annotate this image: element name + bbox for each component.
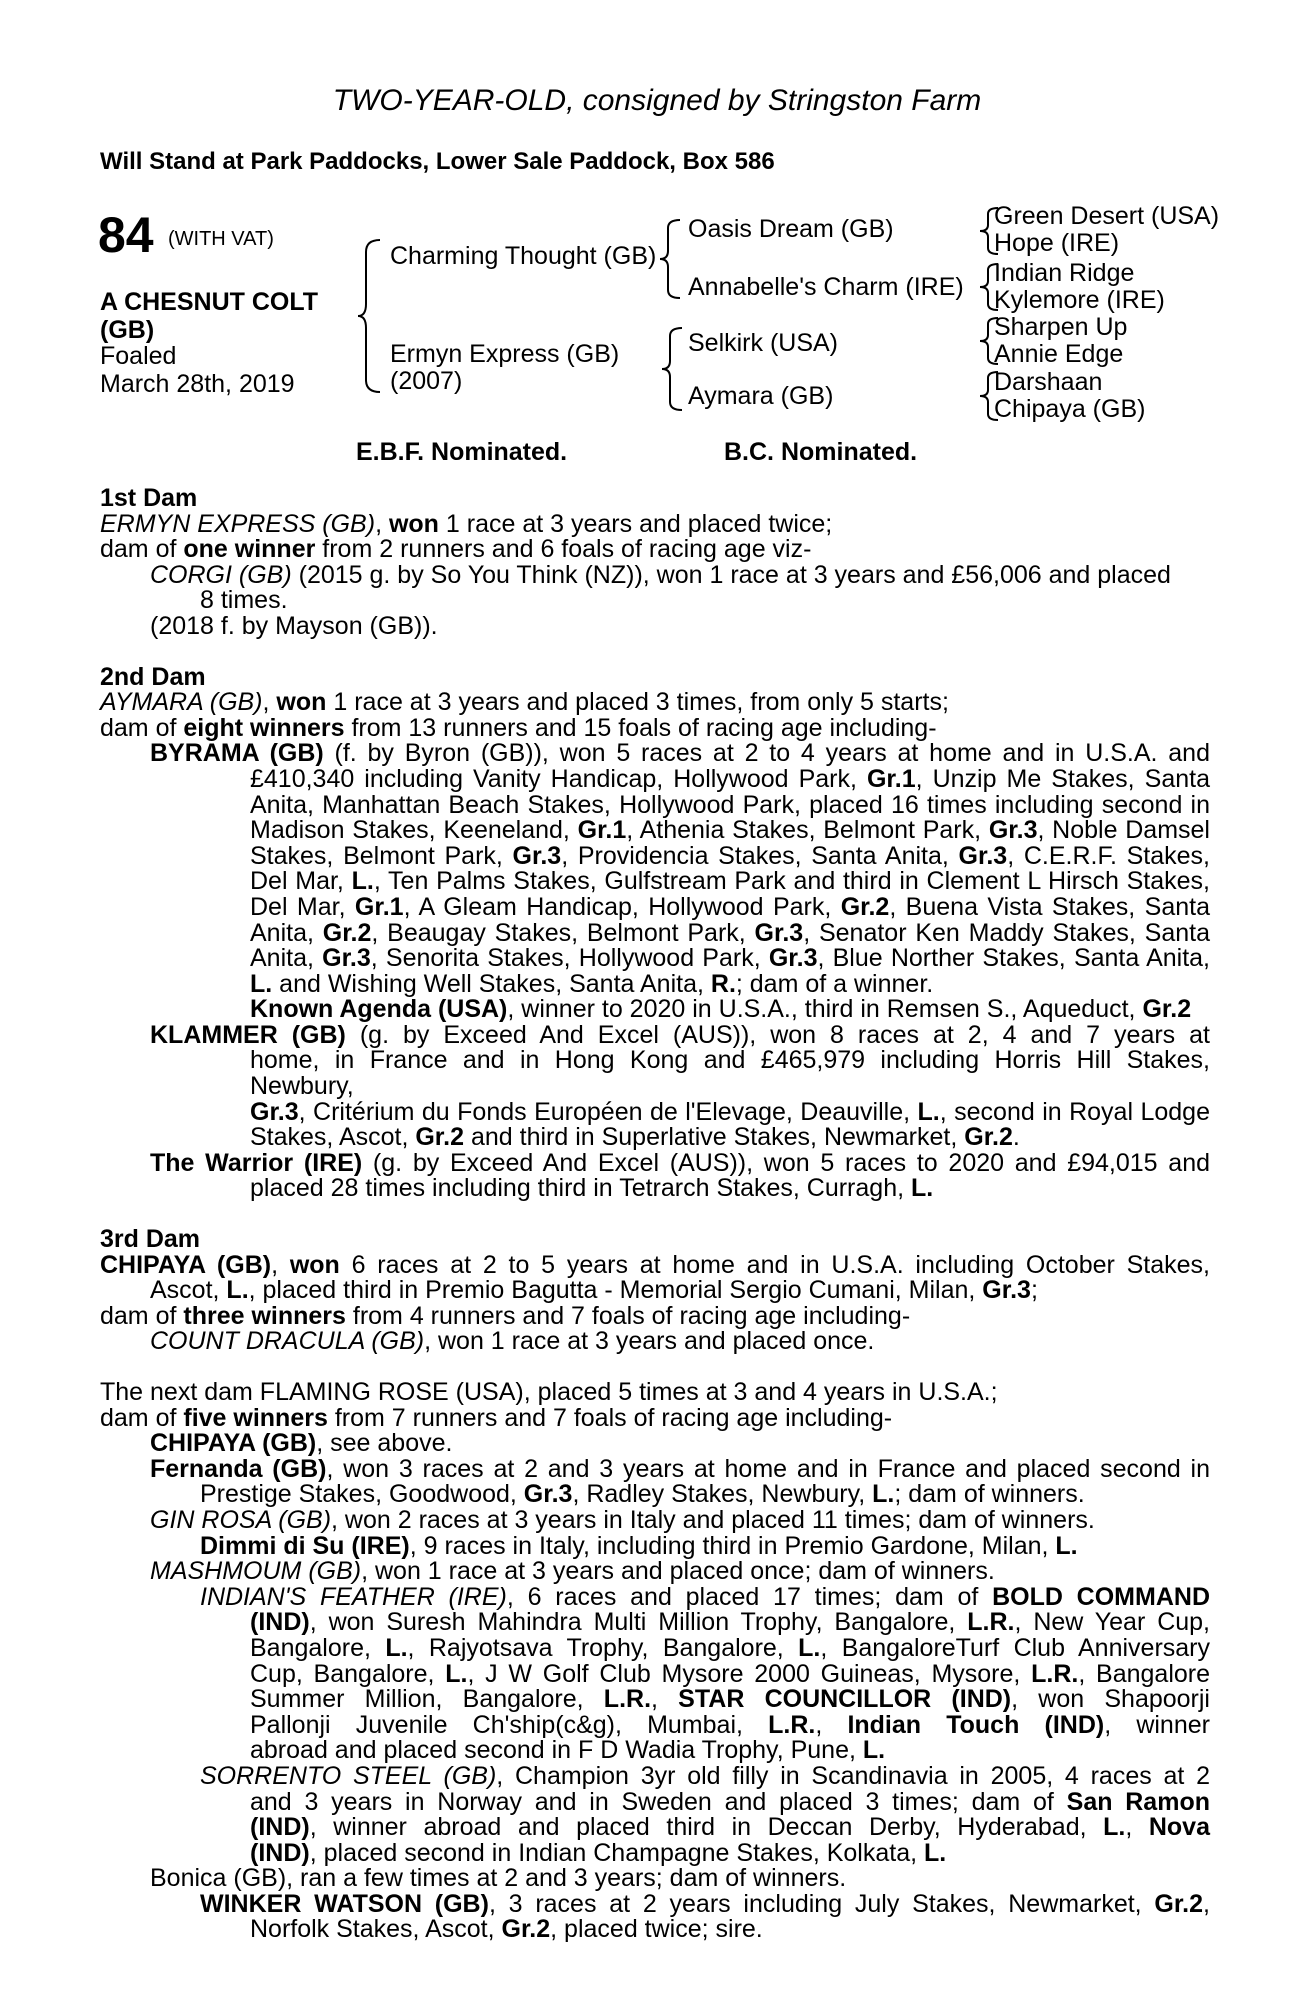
byrama-line	[100, 946, 1210, 972]
produce-name: SORRENTO STEEL (GB)	[200, 1761, 497, 1790]
text: , winner to 2020 in U.S.A., third in Remsen S., Aqueduct,	[507, 995, 1143, 1024]
text: from 13 runners and 15 foals of racing age including-	[344, 713, 937, 742]
warrior-entry	[100, 1148, 1211, 1203]
next-dam-line	[100, 1403, 1210, 1432]
text: , Unzip Me Stakes, Santa	[915, 764, 1210, 793]
produce-name: WINKER WATSON (GB)	[200, 1889, 489, 1918]
text: placed 28 times including third in Tetrarch Stakes, Curragh,	[250, 1174, 911, 1203]
text: (g. by Exceed And Excel (AUS)), won 8 races at 2, 4 and 7 years at	[345, 1020, 1211, 1049]
text: ,	[1125, 1813, 1149, 1842]
text: , Noble Damsel	[1037, 816, 1210, 845]
text: , Champion 3yr old filly in Scandinavia in 2005, 4 races at 2	[496, 1761, 1211, 1790]
pedigree-dam-year: (2007)	[390, 367, 463, 395]
text: , 9 races in Italy, including third in Premio Gardone, Milan,	[409, 1531, 1056, 1560]
second-dam-line	[100, 690, 1210, 716]
next-dam-line	[100, 1482, 1210, 1508]
race-grade: L.R.	[967, 1608, 1015, 1637]
race-grade: Gr.3	[754, 918, 804, 947]
text: and third in Superlative Stakes, Newmarket,	[464, 1123, 965, 1152]
page-title: TWO-YEAR-OLD, consigned by Stringston Farm	[332, 84, 982, 117]
text: , second in Royal Lodge	[939, 1097, 1210, 1126]
race-grade: L.R.	[768, 1710, 816, 1739]
lot-description-line1: A CHESNUT COLT	[100, 288, 319, 316]
text: dam of	[100, 713, 184, 742]
produce-name: INDIAN'S FEATHER (IRE)	[200, 1582, 507, 1611]
race-grade: Gr.1	[354, 892, 404, 921]
byrama-line	[100, 818, 1210, 844]
race-grade: Gr.3	[322, 944, 371, 973]
text: 1 race at 3 years and placed 3 times, from only 5 starts;	[326, 688, 949, 717]
third-dam-line	[100, 1278, 1210, 1304]
text: , Buena Vista Stakes, Santa	[889, 892, 1210, 921]
text: Del Mar,	[250, 867, 352, 896]
text: L.	[226, 1276, 249, 1305]
pedigree-g3: Indian Ridge	[994, 259, 1135, 287]
text: , won 1 race at 3 years and placed once.	[424, 1327, 875, 1356]
foaled-label: Foaled	[100, 342, 177, 370]
indians-line	[100, 1659, 1211, 1688]
text: Gr.3	[982, 1276, 1031, 1305]
text: and Wishing Well Stakes, Santa Anita,	[272, 969, 711, 998]
byrama-line	[100, 969, 1210, 998]
lot-number: 84	[98, 207, 154, 263]
byrama-line	[100, 764, 1210, 793]
text: , J W Golf Club Mysore 2000 Guineas, Mysore,	[467, 1659, 1032, 1688]
race-grade: Gr.3	[250, 1097, 299, 1126]
third-dam-line	[100, 1329, 1210, 1355]
text: Anita, Manhattan Beach Stakes, Hollywood Park, placed 16 times including second in	[250, 790, 1210, 819]
klammer-entry	[100, 1020, 1211, 1152]
warrior-line	[100, 1176, 1210, 1202]
klammer-line	[100, 1125, 1210, 1151]
indians-line	[100, 1582, 1210, 1611]
text: ,	[815, 1710, 848, 1739]
foaled-value: March 28th, 2019	[100, 370, 295, 398]
race-grade: Indian Touch (IND)	[847, 1710, 1105, 1739]
text: , Senator Ken Maddy Stakes, Santa	[803, 918, 1210, 947]
first-dam-name: ERMYN EXPRESS (GB)	[100, 509, 376, 538]
indians-line	[100, 1710, 1210, 1739]
next-dam-line: The next dam FLAMING ROSE (USA), placed 5 times at 3 and 4 years in U.S.A.;	[100, 1378, 998, 1406]
third-dam-name: CHIPAYA (GB)	[100, 1250, 272, 1279]
text: Gr.2	[501, 1915, 551, 1944]
race-grade: L.	[445, 1659, 468, 1688]
text: , winner abroad and placed third in Deccan Derby, Hyderabad,	[309, 1813, 1104, 1842]
lot-description	[100, 288, 318, 344]
text: Ascot,	[150, 1276, 227, 1305]
text: Norfolk Stakes, Ascot,	[250, 1915, 502, 1944]
race-grade: San Ramon	[1066, 1787, 1210, 1816]
text: , 3 races at 2 years including July Stakes, Newmarket,	[488, 1889, 1155, 1918]
text: Del Mar,	[250, 892, 355, 921]
pedigree-sire-sire: Oasis Dream (GB)	[688, 215, 894, 243]
text: , Blue Norther Stakes, Santa Anita,	[817, 944, 1211, 973]
second-dam-line	[100, 713, 1210, 742]
text: ; dam of a winner.	[735, 969, 934, 998]
sorrento-line	[100, 1787, 1210, 1816]
race-grade: Gr.2	[964, 1123, 1013, 1152]
text: , placed second in Indian Champagne Stakes, Kolkata,	[309, 1838, 925, 1867]
first-dam-line	[100, 537, 1210, 563]
text: Stakes, Ascot,	[250, 1123, 416, 1152]
text: ,	[262, 688, 277, 717]
produce-name: CHIPAYA (GB)	[150, 1429, 317, 1458]
text: , Senorita Stakes, Hollywood Park,	[370, 944, 769, 973]
race-grade: Gr.1	[577, 816, 627, 845]
pedigree-dam: Ermyn Express (GB)	[390, 340, 620, 368]
indians-feather-entry	[100, 1582, 1211, 1765]
third-dam-line	[100, 1301, 1210, 1330]
text: 6 races at 2 to 5 years at home and in U.S.A. including October Stakes,	[339, 1250, 1210, 1279]
text: , won 1 race at 3 years and placed once; dam of winners.	[361, 1557, 995, 1586]
race-grade: (IND)	[250, 1813, 310, 1842]
race-grade: L.	[911, 1174, 934, 1203]
text: ,	[651, 1685, 679, 1714]
text: , won 3 races at 2 and 3 years at home and in France and placed second in	[326, 1454, 1210, 1483]
first-dam-line	[100, 560, 1210, 589]
byrama-line	[100, 741, 1210, 767]
race-grade: Gr.2	[840, 892, 890, 921]
race-grade: L.R.	[603, 1685, 652, 1714]
text: (f. by Byron (GB)), won 5 races at 2 to 4 years at home and in U.S.A. and	[323, 739, 1210, 768]
text: ; dam of winners.	[894, 1480, 1085, 1509]
text: , won 2 races at 3 years in Italy and placed 11 times; dam of winners.	[331, 1505, 1095, 1534]
produce-record	[100, 486, 1210, 1943]
text: Pallonji Juvenile Ch'ship(c&g), Mumbai,	[250, 1710, 769, 1739]
second-dam-heading: 2nd Dam	[100, 662, 206, 691]
vat-note: (WITH VAT)	[168, 228, 274, 250]
text: , C.E.R.F. Stakes,	[1007, 841, 1210, 870]
byrama-line	[100, 892, 1210, 921]
pedigree-g7: Darshaan	[994, 368, 1103, 396]
pedigree-dam-dam: Aymara (GB)	[688, 382, 834, 410]
text: , New Year Cup,	[1014, 1608, 1210, 1637]
text: ,	[271, 1250, 290, 1279]
third-dam-line	[100, 1250, 1210, 1279]
text: , Ten Palms Stakes, Gulfstream Park and third in Clement L Hirsch Stakes,	[373, 867, 1210, 896]
text: five winners	[183, 1403, 328, 1432]
race-grade: L.	[250, 969, 273, 998]
text: , 6 races and placed 17 times; dam of	[506, 1582, 993, 1611]
text: Cup, Bangalore,	[250, 1659, 446, 1688]
next-dam-line	[100, 1505, 1210, 1534]
indians-line	[100, 1633, 1210, 1662]
text: Gr.2	[1154, 1889, 1204, 1918]
text: (g. by Exceed And Excel (AUS)), won 5 races to 2020 and £94,015 and	[362, 1148, 1211, 1177]
next-dam-line	[100, 1559, 1210, 1585]
warrior-line	[100, 1148, 1211, 1177]
text: , see above.	[316, 1429, 453, 1458]
race-grade: Gr.3	[768, 944, 818, 973]
text: ,	[375, 509, 389, 538]
sorrento-steel-entry	[100, 1761, 1211, 1867]
produce-name: BOLD COMMAND	[992, 1582, 1210, 1611]
race-grade: R.	[710, 969, 736, 998]
text: , Radley Stakes, Newbury,	[572, 1480, 873, 1509]
sorrento-line	[100, 1815, 1210, 1841]
produce-name: GIN ROSA (GB)	[150, 1505, 332, 1534]
text: L.	[1055, 1531, 1078, 1560]
pedigree-brace-dam	[660, 326, 686, 412]
race-grade: Gr.3	[988, 816, 1038, 845]
second-dam-name: AYMARA (GB)	[100, 688, 263, 717]
sorrento-line	[100, 1761, 1211, 1790]
pedigree-brace-main	[356, 238, 386, 394]
next-dam-line	[100, 1531, 1210, 1560]
text: home, in France and in Hong Kong and £465,979 including Horris Hill Stakes, Newbury,	[250, 1046, 1210, 1101]
race-grade: L.	[385, 1633, 408, 1662]
text: eight winners	[183, 713, 345, 742]
race-grade: Gr.2	[415, 1123, 465, 1152]
pedigree-g5: Sharpen Up	[994, 313, 1128, 341]
text: £410,340 including Vanity Handicap, Hollywood Park,	[250, 764, 867, 793]
text: , won Suresh Mahindra Multi Million Trophy, Bangalore,	[309, 1608, 968, 1637]
pedigree-g1: Green Desert (USA)	[994, 202, 1220, 230]
klammer-line	[100, 1020, 1211, 1049]
text: one winner	[183, 535, 316, 564]
first-dam-heading: 1st Dam	[100, 484, 198, 512]
indians-line	[100, 1687, 1210, 1713]
byrama-line	[100, 918, 1210, 947]
produce-name: KLAMMER (GB)	[150, 1020, 346, 1049]
next-dam-line	[100, 1917, 1210, 1943]
text: , placed twice; sire.	[550, 1915, 763, 1944]
race-grade: Gr.1	[866, 764, 916, 793]
text: , Athenia Stakes, Belmont Park,	[626, 816, 989, 845]
stand-location: Will Stand at Park Paddocks, Lower Sale Paddock, Box 586	[100, 148, 775, 175]
byrama-line	[100, 869, 1210, 895]
race-grade: Gr.2	[322, 918, 372, 947]
text: won	[289, 1250, 340, 1279]
race-grade: Gr.3	[512, 841, 562, 870]
first-dam-line: 8 times.	[200, 586, 288, 615]
race-grade: Gr.3	[958, 841, 1008, 870]
text: .	[1012, 1123, 1020, 1152]
text: dam of	[100, 1403, 184, 1432]
race-grade: L.R.	[1031, 1659, 1079, 1688]
indians-line	[100, 1610, 1210, 1636]
text: Anita,	[250, 918, 323, 947]
produce-name: Fernanda (GB)	[150, 1454, 327, 1483]
text: , placed third in Premio Bagutta - Memorial Sergio Cumani, Milan,	[248, 1276, 983, 1305]
race-grade: L.	[924, 1838, 947, 1867]
text: from 4 runners and 7 foals of racing age including-	[345, 1301, 911, 1330]
text: from 2 runners and 6 foals of racing age viz-	[315, 535, 812, 564]
text: Anita,	[250, 944, 323, 973]
race-grade: L.	[1103, 1813, 1126, 1842]
indians-line	[100, 1738, 1210, 1764]
text: Gr.3	[523, 1480, 573, 1509]
produce-name: Known Agenda (USA)	[250, 995, 508, 1024]
text: Madison Stakes, Keeneland,	[250, 816, 578, 845]
foaled-date	[100, 342, 295, 398]
text: L.	[872, 1480, 895, 1509]
text: , winner	[1104, 1710, 1210, 1739]
text: , Beaugay Stakes, Belmont Park,	[371, 918, 755, 947]
pedigree-sire-dam: Annabelle's Charm (IRE)	[688, 273, 964, 301]
text: Gr.2	[1142, 995, 1192, 1024]
text: three winners	[183, 1301, 346, 1330]
text: from 7 runners and 7 foals of racing age including-	[327, 1403, 893, 1432]
race-grade: L.	[917, 1097, 940, 1126]
race-grade: (IND)	[250, 1608, 310, 1637]
text: , Bangalore	[1078, 1659, 1211, 1688]
first-dam-line	[100, 509, 1210, 538]
known-agenda-line	[100, 997, 1210, 1023]
text: Prestige Stakes, Goodwood,	[200, 1480, 524, 1509]
sorrento-line	[100, 1838, 1210, 1867]
klammer-line	[100, 1048, 1210, 1099]
race-grade: L.	[798, 1633, 821, 1662]
text: dam of	[100, 535, 184, 564]
text: , A Gleam Handicap, Hollywood Park,	[403, 892, 841, 921]
text: , Critérium du Fonds Européen de l'Elevage, Deauville,	[298, 1097, 918, 1126]
text: and 3 years in Norway and in Sweden and placed 3 times; dam of	[250, 1787, 1067, 1816]
next-dam-line	[100, 1889, 1210, 1918]
byrama-line	[100, 790, 1210, 819]
lot-description-line2: (GB)	[100, 316, 155, 344]
pedigree-g8: Chipaya (GB)	[994, 395, 1146, 423]
first-dam-line: (2018 f. by Mayson (GB)).	[150, 611, 438, 640]
text: , won Shapoorji	[1011, 1685, 1210, 1714]
next-dam-line	[100, 1454, 1210, 1483]
ebf-nominated: E.B.F. Nominated.	[356, 438, 568, 466]
race-grade: STAR COUNCILLOR (IND)	[678, 1685, 1012, 1714]
next-dam-line: Bonica (GB), ran a few times at 2 and 3 years; dam of winners.	[150, 1864, 847, 1893]
byrama-entry	[100, 741, 1210, 997]
byrama-line	[100, 841, 1210, 870]
pedigree-dam-sire: Selkirk (USA)	[688, 329, 839, 357]
produce-name: The Warrior (IRE)	[150, 1148, 363, 1177]
pedigree-g2: Hope (IRE)	[994, 229, 1120, 257]
text: Stakes, Belmont Park,	[250, 841, 513, 870]
text: won	[276, 688, 327, 717]
race-grade: L.	[351, 867, 374, 896]
text: Summer Million, Bangalore,	[250, 1685, 604, 1714]
text: won	[388, 509, 439, 538]
produce-name: MASHMOUM (GB)	[150, 1557, 362, 1586]
text: ,	[1203, 1889, 1210, 1918]
pedigree-brace-sire	[658, 218, 684, 300]
text: ;	[1030, 1276, 1038, 1305]
text: , BangaloreTurf Club Anniversary	[820, 1633, 1210, 1662]
next-dam-line	[100, 1431, 1210, 1457]
pedigree-g4: Kylemore (IRE)	[994, 286, 1165, 314]
produce-name: COUNT DRACULA (GB)	[150, 1327, 425, 1356]
produce-name: BYRAMA (GB)	[150, 739, 324, 768]
race-grade: L.	[862, 1736, 886, 1765]
race-grade: Nova	[1148, 1813, 1210, 1842]
third-dam-heading: 3rd Dam	[100, 1225, 201, 1254]
text: , Providencia Stakes, Santa Anita,	[561, 841, 959, 870]
pedigree-g6: Annie Edge	[994, 340, 1124, 368]
text: , Rajyotsava Trophy, Bangalore,	[407, 1633, 799, 1662]
text: dam of	[100, 1301, 184, 1330]
text: (2015 g. by So You Think (NZ)), won 1 race at 3 years and £56,006 and placed	[291, 560, 1171, 589]
pedigree-sire: Charming Thought (GB)	[390, 242, 657, 270]
produce-name: Dimmi di Su (IRE)	[200, 1531, 410, 1560]
klammer-line	[100, 1097, 1210, 1126]
bc-nominated: B.C. Nominated.	[724, 438, 918, 466]
text: abroad and placed second in F D Wadia Trophy, Pune,	[250, 1736, 863, 1765]
produce-name: CORGI (GB)	[150, 560, 292, 589]
text: Bangalore,	[250, 1633, 386, 1662]
race-grade: (IND)	[250, 1838, 310, 1867]
text: 1 race at 3 years and placed twice;	[438, 509, 833, 538]
